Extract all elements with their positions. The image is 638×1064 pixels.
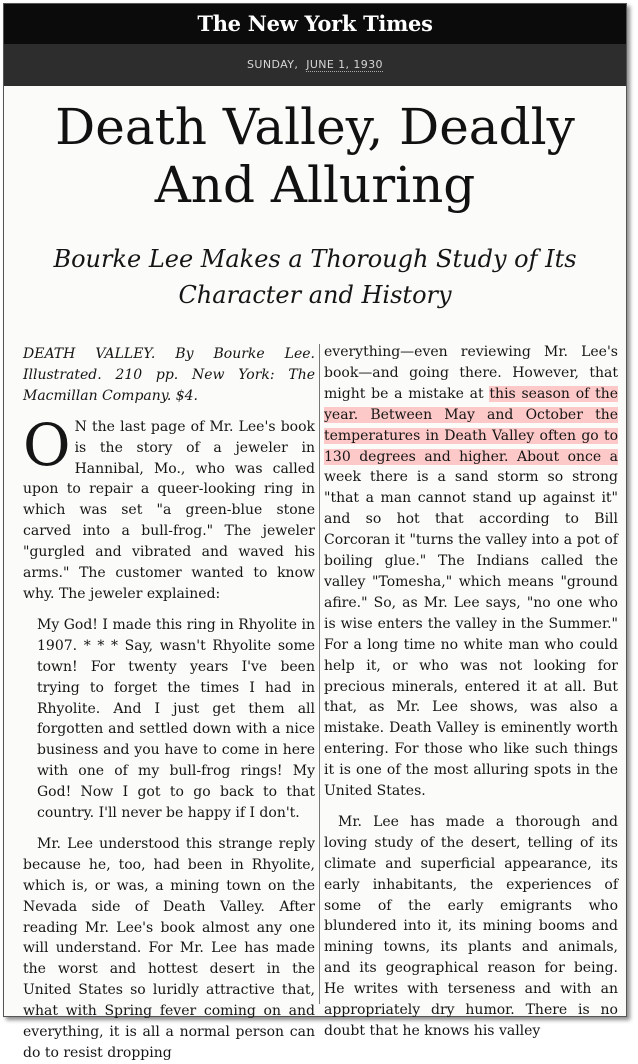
nyt-logo[interactable]: The New York Times (197, 11, 433, 36)
paragraph-4: Mr. Lee has made a thorough and loving study of the desert, telling of its climate and superficial appearance, its early inhabitants, the experiences of some of the early emigrants who blundered into it, its mining booms and mining towns, its plants and animals, and its geographical reason for being. He writes with terseness and with an appropriately dry humor. There is no doubt that he knows his valley (324, 813, 618, 1039)
subheadline-line-1: Bourke Lee Makes a Thorough Study of Its (53, 245, 577, 273)
masthead (4, 4, 626, 44)
book-credit: DEATH VALLEY. By Bourke Lee. Illustrated. 210 pp. New York: The Macmillan Company. $4. (23, 346, 315, 404)
highlighted-passage: this season of the year. Between May and October the temperatures in Death Valley often go to 130 degrees and higher. About once a (324, 385, 618, 465)
paragraph-1-text: N the last page of Mr. Lee's book is the story of a jeweler in Hannibal, Mo., who was called upon to repair a queer-looking ring in which was set "a green-blue stone carved into a bull-frog." The jeweler "gurgled and vibrated and waved his arms." The customer wanted to know why. The jeweler explained: (23, 418, 315, 602)
headline-line-2: And Alluring (154, 156, 476, 214)
article-column-right (324, 342, 618, 1042)
paragraph-3 (324, 342, 618, 802)
column-divider (319, 344, 320, 1004)
headline-line-1: Death Valley, Deadly (55, 98, 575, 156)
block-quote: My God! I made this ring in Rhyolite in 1907. * * * Say, wasn't Rhyolite some town! For twenty years I've been trying to forget the times I had in Rhyolite. And I just get them all forgotten and settled down with a nice business and you have to come in here with one of my bull-frog rings! My God! Now I got to go back to that country. I'll never be happy if I don't. (37, 616, 315, 822)
drop-cap: O (23, 410, 71, 479)
date-link[interactable]: JUNE 1, 1930 (306, 58, 383, 71)
paragraph-3-end: week there is a sand storm so strong "that a man cannot stand up against it" and so hot that according to Bill Corcoran it "turns the valley into a pot of boiling glue." The Indians called the valley "Tomesha," which means "ground afire." So, as Mr. Lee says, "no one who is wise enters the valley in the Summer." For a long time no white man who could help it, or who was not looking for precious minerals, entered it at all. But that, as Mr. Lee shows, was also a mistake. Death Valley is eminently worth entering. For those who like such things it is one of the most alluring spots in the United States. (324, 469, 618, 800)
headline (4, 98, 626, 214)
article-frame (3, 3, 627, 1061)
date-day: SUNDAY, (247, 58, 299, 71)
article-column-left (23, 344, 315, 1064)
paragraph-3-start: everything—even reviewing Mr. Lee's book—and going there. However, that might be a mistake at (324, 344, 618, 402)
subheadline-line-2: Character and History (178, 281, 452, 309)
paragraph-2: Mr. Lee understood this strange reply because he, too, had been in Rhyolite, which is, or was, a mining town on the Nevada side of Death Valley. After reading Mr. Lee's book almost any one will understand. For Mr. Lee has made the worst and hottest desert in the United States so luridly attractive that, what with Spring fever coming on and everything, it is all a normal person can do to resist dropping (23, 835, 315, 1061)
paragraph-1 (23, 410, 315, 605)
spacer (324, 802, 618, 812)
date-bar (4, 44, 626, 86)
